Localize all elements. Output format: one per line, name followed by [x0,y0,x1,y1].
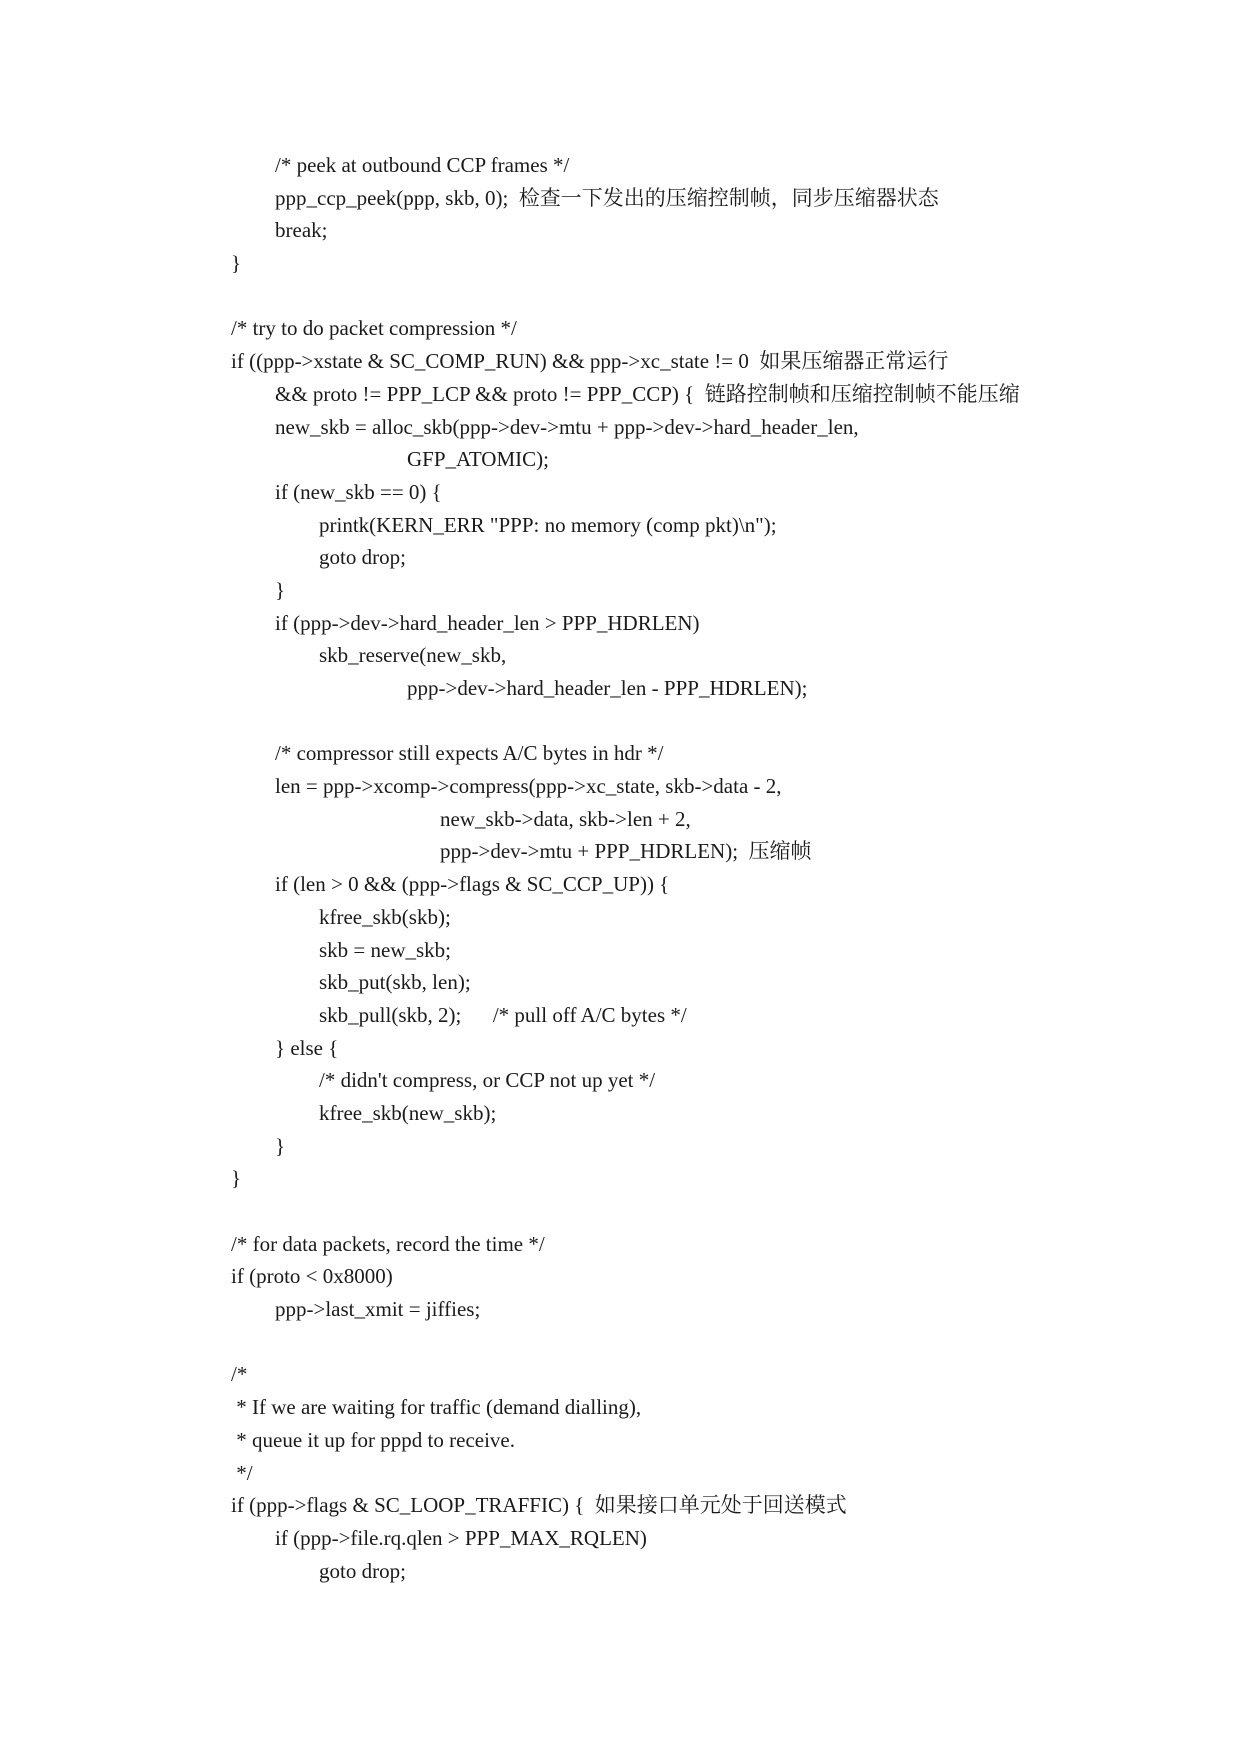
code-line: new_skb = alloc_skb(ppp->dev->mtu + ppp->dev->hard_header_len, [275,414,859,439]
code-line: skb_put(skb, len); [319,970,471,995]
code-line: /* for data packets, record the time */ [231,1231,545,1256]
code-line: new_skb->data, skb->len + 2, [440,806,691,831]
code-line: ppp->dev->hard_header_len - PPP_HDRLEN); [407,676,808,700]
code-line: /* didn't compress, or CCP not up yet */ [319,1068,656,1093]
code-line: skb_pull(skb, 2); /* pull off A/C bytes */ [319,1002,687,1027]
code-line: ppp->last_xmit = jiffies; [275,1297,481,1322]
code-line: if (ppp->dev->hard_header_len > PPP_HDRLEN) [275,610,700,635]
code-line: ppp_ccp_peek(ppp, skb, 0); 检查一下发出的压缩控制帧，同步压缩器状态 [275,185,939,210]
code-line: break; [275,218,328,243]
code-line: } [231,251,242,276]
code-line: /* [231,1362,248,1387]
code-line: * queue it up for pppd to receive. [231,1427,515,1452]
code-line: } [231,1166,242,1191]
blank-line [231,1195,1211,1228]
blank-line [231,280,1211,313]
code-line: goto drop; [319,545,406,570]
code-line: * If we are waiting for traffic (demand dialling), [231,1395,642,1420]
code-line: len = ppp->xcomp->compress(ppp->xc_state, skb->data - 2, [275,774,782,799]
blank-line [231,1326,1211,1359]
code-line: && proto != PPP_LCP && proto != PPP_CCP) { 链路控制帧和压缩控制帧不能压缩 [275,381,1020,406]
code-line: /* compressor still expects A/C bytes in hdr */ [275,741,664,766]
code-line: kfree_skb(skb); [319,904,451,929]
code-line: if (proto < 0x8000) [231,1264,393,1289]
code-line: } [275,1133,286,1158]
code-line: printk(KERN_ERR "PPP: no memory (comp pkt)\n"); [319,512,777,537]
code-line: ppp->dev->mtu + PPP_HDRLEN); 压缩帧 [440,839,812,864]
code-line: /* peek at outbound CCP frames */ [275,153,570,177]
code-line: /* try to do packet compression */ [231,316,517,341]
code-listing [231,149,1211,1587]
code-line: GFP_ATOMIC); [407,447,549,472]
code-line: } [275,577,286,602]
code-line: goto drop; [319,1558,406,1583]
code-line: skb = new_skb; [319,937,452,962]
code-line: if (ppp->flags & SC_LOOP_TRAFFIC) { 如果接口单元处于回送模式 [231,1493,847,1518]
code-line: */ [231,1460,253,1485]
code-line: kfree_skb(new_skb); [319,1100,497,1125]
code-line: skb_reserve(new_skb, [319,643,507,668]
code-line: if (new_skb == 0) { [275,479,442,504]
blank-line [231,705,1211,738]
code-line: if ((ppp->xstate & SC_COMP_RUN) && ppp->xc_state != 0 如果压缩器正常运行 [231,349,949,374]
code-line: if (len > 0 && (ppp->flags & SC_CCP_UP)) { [275,872,670,897]
code-line: } else { [275,1035,339,1060]
code-line: if (ppp->file.rq.qlen > PPP_MAX_RQLEN) [275,1525,647,1550]
